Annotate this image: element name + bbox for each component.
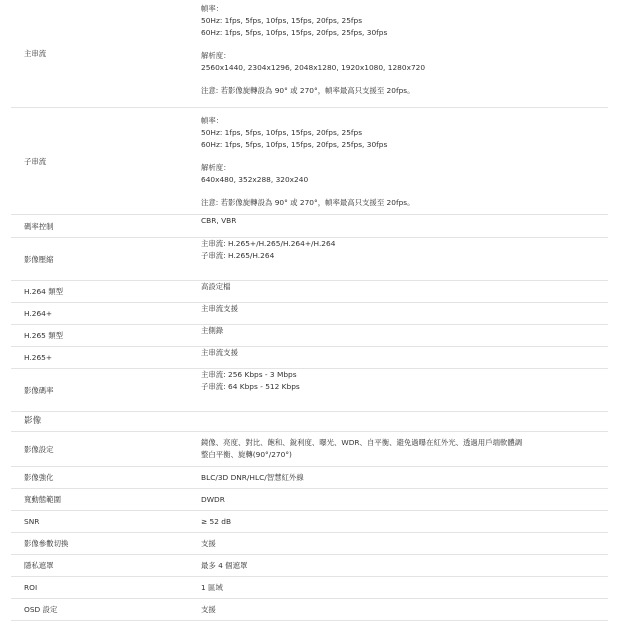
stream-spec-table [11, 0, 608, 412]
spec-value [201, 582, 608, 594]
spec-value-line: 高設定檔 [201, 282, 231, 291]
spec-value [201, 0, 608, 102]
spec-row [11, 215, 608, 238]
spec-row [11, 431, 608, 467]
spec-row [11, 303, 608, 325]
spec-value-line: 主側錄 [201, 326, 224, 335]
spec-value-line: 50Hz: 1fps, 5fps, 10fps, 15fps, 20fps, 25fps [201, 128, 363, 137]
spec-label: ROI [24, 583, 38, 592]
spec-value [201, 238, 608, 262]
spec-row [11, 369, 608, 412]
spec-value-line: 640x480, 352x288, 320x240 [201, 175, 309, 184]
spec-value [201, 325, 608, 337]
spec-value [201, 494, 608, 506]
spec-label: 寬動態範圍 [24, 495, 61, 504]
spec-value-line: 幀率： [201, 4, 224, 13]
spec-value [201, 604, 608, 616]
spec-row [11, 281, 608, 303]
spec-value-line: 50Hz: 1fps, 5fps, 10fps, 15fps, 20fps, 25fps [201, 16, 363, 25]
spec-value [201, 108, 608, 214]
spec-row [11, 325, 608, 347]
spec-value-line: 注意: 若影像旋轉設為 90° 或 270°，幀率最高只支援至 20fps。 [201, 86, 415, 95]
spec-value-gap [201, 186, 608, 197]
spec-label: 影像強化 [24, 473, 54, 482]
spec-row [11, 533, 608, 555]
spec-row [11, 489, 608, 511]
spec-value [201, 560, 608, 572]
spec-value-line: 解析度： [201, 51, 231, 60]
spec-row [11, 238, 608, 281]
spec-label: 隱私遮罩 [24, 561, 54, 570]
spec-value-line: 主串流: H.265+/H.265/H.264+/H.264 [201, 239, 336, 248]
spec-value-line: 主串流: 256 Kbps - 3 Mbps [201, 370, 297, 379]
spec-value-line: 支援 [201, 538, 216, 548]
spec-row [11, 467, 608, 489]
spec-row [11, 511, 608, 533]
spec-label: 影像參數切換 [24, 539, 69, 548]
spec-value-line: BLC/3D DNR/HLC/智慧紅外線 [201, 472, 304, 482]
spec-row [11, 599, 608, 621]
section-title-image: 影像 [24, 416, 42, 426]
spec-value-line: 60Hz: 1fps, 5fps, 10fps, 15fps, 20fps, 25fps, 30fps [201, 28, 388, 37]
spec-label: H.264 類型 [24, 287, 64, 296]
spec-value-line: 主串流支援 [201, 304, 238, 313]
spec-value [201, 516, 608, 528]
spec-value-line: 解析度： [201, 163, 231, 172]
spec-label: 影像碼率 [24, 385, 54, 395]
spec-label: 主串流 [24, 49, 47, 58]
image-spec-table [11, 431, 608, 621]
spec-value [201, 538, 608, 550]
spec-label: 影像壓縮 [24, 254, 54, 264]
spec-row [11, 347, 608, 369]
spec-label: 影像設定 [24, 444, 54, 454]
spec-value-line: 最多 4 個遮罩 [201, 560, 248, 570]
spec-value-line: 子串流: 64 Kbps - 512 Kbps [201, 382, 300, 391]
spec-value-line: 1 區域 [201, 582, 223, 592]
spec-label: 碼率控制 [24, 221, 54, 231]
spec-value-line: 鏡像、亮度、對比、飽和、銳利度、曝光、WDR、自平衡、避免過曝在紅外光、透過用戶端軟體調 [201, 438, 523, 447]
spec-value-line: 注意: 若影像旋轉設為 90° 或 270°，幀率最高只支援至 20fps。 [201, 198, 415, 207]
spec-row [11, 0, 608, 108]
spec-value-line: 主串流支援 [201, 348, 238, 357]
spec-value-line: 2560x1440, 2304x1296, 2048x1280, 1920x1080, 1280x720 [201, 63, 426, 72]
spec-value-line: 60Hz: 1fps, 5fps, 10fps, 15fps, 20fps, 25fps, 30fps [201, 140, 388, 149]
spec-label: OSD 設定 [24, 605, 58, 614]
spec-value [201, 303, 608, 315]
spec-value-gap [201, 151, 608, 162]
spec-label: SNR [24, 517, 40, 526]
spec-value-gap [201, 39, 608, 50]
spec-value [201, 472, 608, 484]
spec-label: H.265+ [24, 353, 53, 362]
spec-label: H.265 類型 [24, 331, 64, 340]
spec-value-line: CBR, VBR [201, 216, 237, 225]
spec-value-line: 幀率： [201, 116, 224, 125]
spec-row [11, 555, 608, 577]
spec-row [11, 108, 608, 215]
spec-value-line: 整白平衡、旋轉(90°/270°) [201, 450, 292, 459]
spec-value-line: 子串流: H.265/H.264 [201, 251, 275, 260]
spec-row [11, 577, 608, 599]
spec-value-line: DWDR [201, 494, 225, 504]
spec-value [201, 215, 608, 227]
spec-value [201, 369, 608, 393]
spec-value-line: ≥ 52 dB [201, 516, 232, 526]
spec-value-gap [201, 74, 608, 85]
spec-value [201, 437, 608, 461]
spec-value [201, 347, 608, 359]
spec-value-line: 支援 [201, 604, 216, 614]
spec-value [201, 281, 608, 293]
spec-label: H.264+ [24, 309, 53, 318]
spec-label: 子串流 [24, 156, 47, 166]
